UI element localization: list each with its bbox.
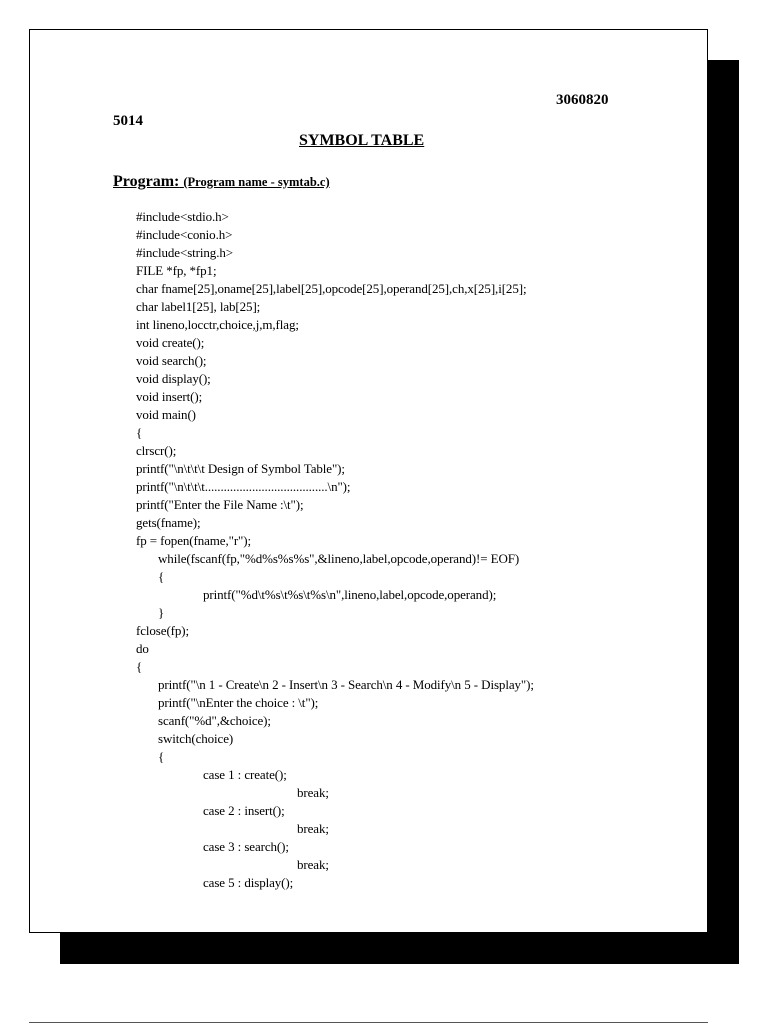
code-line: gets(fname); (136, 515, 201, 530)
code-line: } (158, 605, 165, 620)
code-line: case 5 : display(); (203, 875, 294, 890)
code-line: clrscr(); (136, 443, 177, 458)
code-line: while(fscanf(fp,"%d%s%s%s",&lineno,label,opcode,operand)!= EOF) (158, 551, 520, 566)
code-line: #include<string.h> (136, 245, 233, 260)
code-line: void main() (136, 407, 196, 422)
code-line: printf("\n 1 - Create\n 2 - Insert\n 3 - Search\n 4 - Modify\n 5 - Display"); (158, 677, 534, 692)
code-line: case 1 : create(); (203, 767, 287, 782)
code-line: fp = fopen(fname,"r"); (136, 533, 252, 548)
code-line: printf("%d\t%s\t%s\t%s\n",lineno,label,opcode,operand); (203, 587, 497, 602)
code-line: printf("\n\t\t\t.......................................\n"); (136, 479, 351, 494)
code-line: void search(); (136, 353, 207, 368)
code-line: char fname[25],oname[25],label[25],opcode[25],operand[25],ch,x[25],i[25]; (136, 281, 527, 296)
code-line: { (158, 569, 165, 584)
program-heading (113, 173, 330, 191)
code-line: void create(); (136, 335, 205, 350)
code-line: void display(); (136, 371, 211, 386)
batch-number: 5014 (113, 113, 143, 129)
code-line: printf("\nEnter the choice : \t"); (158, 695, 319, 710)
code-line: int lineno,locctr,choice,j,m,flag; (136, 317, 299, 332)
program-name: (Program name - symtab.c) (183, 175, 330, 189)
code-line: FILE *fp, *fp1; (136, 263, 217, 278)
code-line: void insert(); (136, 389, 203, 404)
code-line: #include<stdio.h> (136, 209, 229, 224)
code-line: do (136, 641, 149, 656)
document-page (29, 29, 708, 933)
code-line: break; (297, 821, 329, 836)
register-number: 3060820 (556, 92, 609, 108)
code-line: case 3 : search(); (203, 839, 289, 854)
code-line: break; (297, 857, 329, 872)
footer-divider (29, 1022, 708, 1023)
code-line: case 2 : insert(); (203, 803, 285, 818)
code-line: printf("\n\t\t\t Design of Symbol Table"); (136, 461, 345, 476)
code-line: printf("Enter the File Name :\t"); (136, 497, 304, 512)
code-line: scanf("%d",&choice); (158, 713, 271, 728)
page-title: SYMBOL TABLE (299, 132, 425, 149)
code-line: break; (297, 785, 329, 800)
code-line: #include<conio.h> (136, 227, 233, 242)
program-label: Program: (113, 173, 180, 190)
code-line: { (136, 425, 143, 440)
code-line: switch(choice) (158, 731, 234, 746)
code-line: char label1[25], lab[25]; (136, 299, 261, 314)
code-line: fclose(fp); (136, 623, 190, 638)
code-line: { (158, 749, 165, 764)
code-line: { (136, 659, 143, 674)
